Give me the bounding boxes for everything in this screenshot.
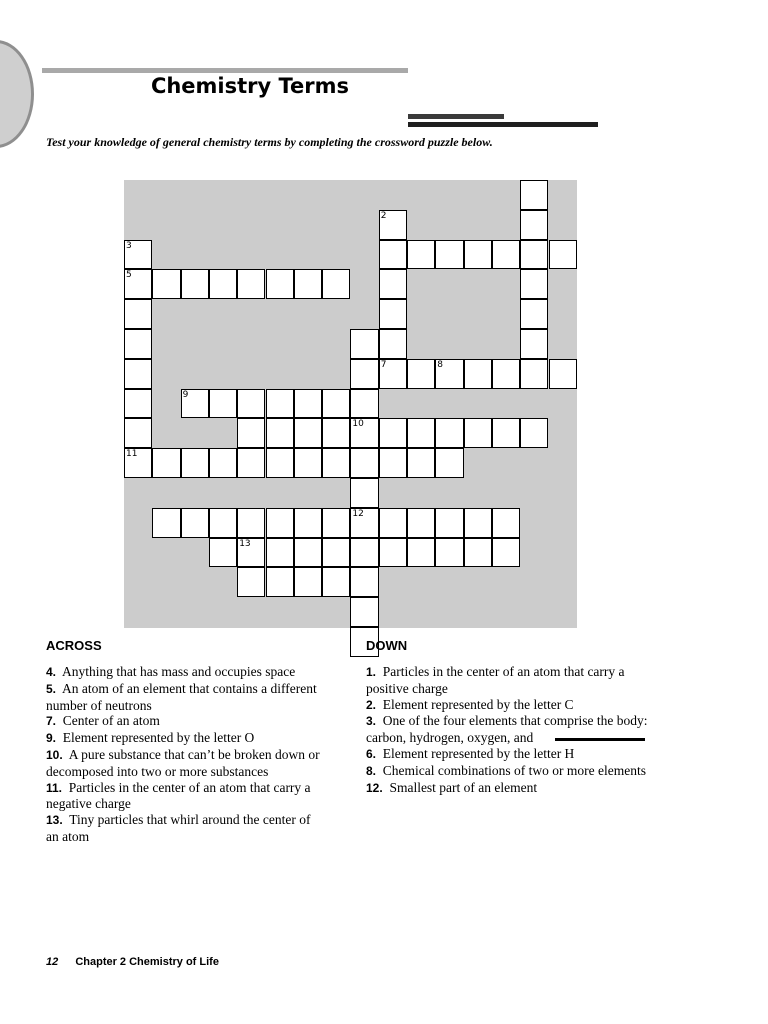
crossword-cell[interactable] <box>435 508 463 538</box>
clue-number: 2 <box>380 210 387 221</box>
chapter-title: Chapter 2 Chemistry of Life <box>75 956 219 968</box>
clue-num: 2. <box>366 697 377 712</box>
clue-text: Smallest part of an element <box>389 779 538 795</box>
clue-num: 3. <box>366 714 377 729</box>
crossword-cell[interactable] <box>152 508 180 538</box>
crossword-cell[interactable] <box>350 538 378 568</box>
clue-num: 12. <box>366 780 383 795</box>
page-title: Chemistry Terms <box>150 74 350 98</box>
crossword-cell[interactable] <box>124 269 152 299</box>
crossword-cell[interactable] <box>379 448 407 478</box>
clue-text: One of the four elements that comprise the body: carbon, hydrogen, oxygen, and <box>366 713 648 746</box>
crossword-cell[interactable] <box>379 299 407 329</box>
crossword-cell[interactable] <box>435 359 463 389</box>
crossword-cell[interactable] <box>294 508 322 538</box>
across-clue <box>46 664 326 681</box>
crossword-cell[interactable] <box>237 567 265 597</box>
crossword-cell[interactable] <box>379 210 407 240</box>
across-clue <box>46 713 326 730</box>
header-rule-long <box>408 122 598 127</box>
crossword-cell[interactable] <box>379 240 407 270</box>
crossword-cell[interactable] <box>464 359 492 389</box>
crossword-cell[interactable] <box>124 359 152 389</box>
crossword-cell[interactable] <box>124 299 152 329</box>
crossword-cell[interactable] <box>350 478 378 508</box>
crossword-cell[interactable] <box>520 359 548 389</box>
clue-text: Chemical combinations of two or more elements <box>382 762 646 778</box>
crossword-cell[interactable] <box>294 269 322 299</box>
clue-number: 11 <box>126 449 138 460</box>
crossword-cell[interactable] <box>237 448 265 478</box>
clue-text: Element represented by the letter O <box>62 730 255 746</box>
across-clue <box>46 780 326 813</box>
clue-num: 13. <box>46 813 63 828</box>
crossword-cell[interactable] <box>152 269 180 299</box>
clue-text: Particles in the center of an atom that carry a positive charge <box>366 664 625 696</box>
clue-text: A pure substance that can’t be broken down or decomposed into two or more substances <box>46 746 320 779</box>
crossword-cell[interactable] <box>237 538 265 568</box>
crossword-cell[interactable] <box>322 389 350 419</box>
crossword-cell[interactable] <box>209 448 237 478</box>
clue-number: 10 <box>352 419 364 430</box>
crossword-cell[interactable] <box>379 329 407 359</box>
clue-num: 10. <box>46 747 63 762</box>
clue-number: 12 <box>352 508 364 519</box>
clue-text: An atom of an element that contains a different number of neutrons <box>46 680 317 713</box>
crossword-cell[interactable] <box>237 418 265 448</box>
crossword-cell[interactable] <box>209 538 237 568</box>
crossword-cell[interactable] <box>492 538 520 568</box>
crossword-cell[interactable] <box>492 359 520 389</box>
crossword-cell[interactable] <box>322 508 350 538</box>
crossword-cell[interactable] <box>492 508 520 538</box>
crossword-cell[interactable] <box>464 508 492 538</box>
crossword-cell[interactable] <box>209 269 237 299</box>
answer-blank[interactable] <box>555 738 645 741</box>
crossword-cell[interactable] <box>294 389 322 419</box>
crossword-cell[interactable] <box>520 329 548 359</box>
crossword-cell[interactable] <box>237 269 265 299</box>
header-rule <box>42 68 408 73</box>
crossword-cell[interactable] <box>266 538 294 568</box>
crossword-cell[interactable] <box>350 389 378 419</box>
crossword-cell[interactable] <box>520 180 548 210</box>
crossword-cell[interactable] <box>407 359 435 389</box>
crossword-cell[interactable] <box>152 448 180 478</box>
crossword-cell[interactable] <box>322 448 350 478</box>
crossword-cell[interactable] <box>181 448 209 478</box>
crossword-cell[interactable] <box>181 269 209 299</box>
crossword-cell[interactable] <box>379 538 407 568</box>
down-clues <box>366 664 666 796</box>
crossword-cell[interactable] <box>407 448 435 478</box>
crossword-cell[interactable] <box>181 389 209 419</box>
crossword-cell[interactable] <box>492 418 520 448</box>
crossword-cell[interactable] <box>379 418 407 448</box>
clue-number: 8 <box>437 359 444 370</box>
crossword-cell[interactable] <box>520 269 548 299</box>
crossword-cell[interactable] <box>407 538 435 568</box>
down-heading: DOWN <box>366 638 408 653</box>
across-heading: ACROSS <box>46 638 102 653</box>
clue-num: 9. <box>46 731 57 746</box>
crossword-cell[interactable] <box>350 359 378 389</box>
page-footer <box>46 956 219 968</box>
clue-num: 7. <box>46 714 57 729</box>
crossword-cell[interactable] <box>124 240 152 270</box>
crossword-cell[interactable] <box>520 210 548 240</box>
crossword-cell[interactable] <box>237 389 265 419</box>
clue-number: 13 <box>239 538 251 549</box>
crossword-cell[interactable] <box>435 418 463 448</box>
header-rule-short <box>408 114 504 119</box>
crossword-cell[interactable] <box>266 567 294 597</box>
crossword-cell[interactable] <box>181 508 209 538</box>
crossword-cell[interactable] <box>322 567 350 597</box>
crossword-cell[interactable] <box>379 269 407 299</box>
clue-number: 5 <box>126 270 132 281</box>
crossword-cell[interactable] <box>124 448 152 478</box>
crossword-cell[interactable] <box>379 359 407 389</box>
clue-text: Element represented by the letter C <box>382 696 574 712</box>
crossword-cell[interactable] <box>350 329 378 359</box>
clue-text: Center of an atom <box>62 713 160 729</box>
instructions: Test your knowledge of general chemistry terms by completing the crossword puzzle below. <box>46 135 493 149</box>
crossword-cell[interactable] <box>322 418 350 448</box>
crossword-cell[interactable] <box>435 448 463 478</box>
clue-num: 11. <box>46 780 63 795</box>
down-clue <box>366 713 666 746</box>
crossword-cell[interactable] <box>294 538 322 568</box>
crossword-cell[interactable] <box>350 567 378 597</box>
crossword-cell[interactable] <box>464 538 492 568</box>
crossword-cell[interactable] <box>294 567 322 597</box>
crossword-cell[interactable] <box>464 418 492 448</box>
across-clues <box>46 664 326 845</box>
crossword-cell[interactable] <box>266 448 294 478</box>
crossword-cell[interactable] <box>464 240 492 270</box>
across-clue <box>46 747 326 780</box>
clue-number: 9 <box>182 389 189 400</box>
crossword-cell[interactable] <box>492 240 520 270</box>
crossword-cell[interactable] <box>350 448 378 478</box>
page-number: 12 <box>46 956 59 968</box>
clue-num: 1. <box>366 665 377 679</box>
down-clue <box>366 780 666 797</box>
crossword-cell[interactable] <box>350 418 378 448</box>
clue-num: 4. <box>46 665 57 679</box>
crossword-cell[interactable] <box>407 508 435 538</box>
clue-num: 6. <box>366 746 377 761</box>
crossword-cell[interactable] <box>266 508 294 538</box>
clue-text: Tiny particles that whirl around the center of an atom <box>46 812 311 844</box>
crossword-cell[interactable] <box>266 389 294 419</box>
crossword-cell[interactable] <box>435 240 463 270</box>
clue-text: Element represented by the letter H <box>382 745 575 761</box>
crossword-cell[interactable] <box>209 389 237 419</box>
clue-num: 5. <box>46 681 57 696</box>
crossword-cell[interactable] <box>322 269 350 299</box>
crossword-cell[interactable] <box>549 359 577 389</box>
down-clue <box>366 664 666 697</box>
clue-num: 8. <box>366 763 377 778</box>
clue-text: Particles in the center of an atom that carry a negative charge <box>46 779 311 812</box>
down-clue <box>366 746 666 763</box>
crossword-cell[interactable] <box>294 448 322 478</box>
crossword-grid <box>124 180 577 628</box>
crossword-cell[interactable] <box>294 418 322 448</box>
crossword-cell[interactable] <box>407 240 435 270</box>
clue-number: 7 <box>380 359 387 370</box>
crossword-cell[interactable] <box>379 508 407 538</box>
crossword-cell[interactable] <box>209 508 237 538</box>
crossword-cell[interactable] <box>266 269 294 299</box>
crossword-cell[interactable] <box>520 299 548 329</box>
crossword-cell[interactable] <box>549 240 577 270</box>
crossword-cell[interactable] <box>435 538 463 568</box>
crossword-cell[interactable] <box>322 538 350 568</box>
crossword-cell[interactable] <box>124 329 152 359</box>
clue-text: Anything that has mass and occupies space <box>62 664 296 679</box>
crossword-cell[interactable] <box>520 240 548 270</box>
across-clue <box>46 730 326 747</box>
crossword-cell[interactable] <box>520 418 548 448</box>
across-clue <box>46 681 326 714</box>
down-clue <box>366 763 666 780</box>
down-clue <box>366 697 666 714</box>
crossword-cell[interactable] <box>350 597 378 627</box>
crossword-cell[interactable] <box>350 508 378 538</box>
crossword-cell[interactable] <box>266 418 294 448</box>
crossword-cell[interactable] <box>124 389 152 419</box>
crossword-cell[interactable] <box>407 418 435 448</box>
crossword-cell[interactable] <box>124 418 152 448</box>
across-clue <box>46 812 326 845</box>
crossword-cell[interactable] <box>237 508 265 538</box>
clue-number: 3 <box>126 240 132 251</box>
